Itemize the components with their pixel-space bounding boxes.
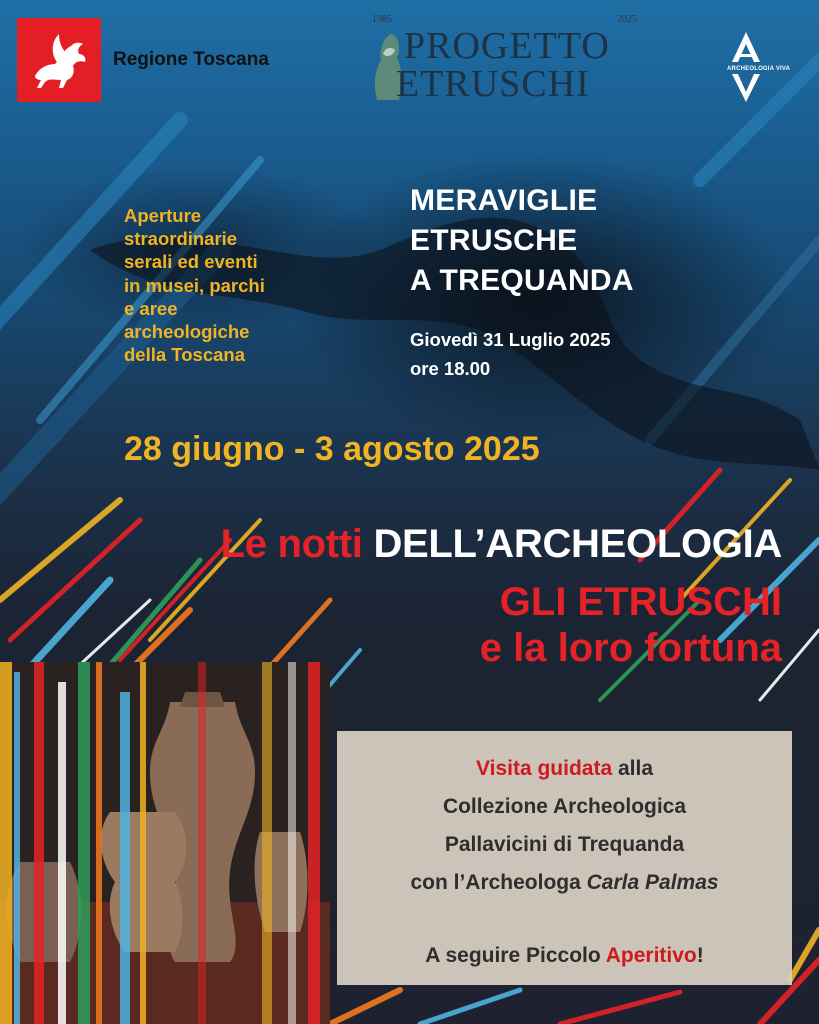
intro-line: Aperture	[124, 205, 202, 226]
event-datetime	[410, 325, 610, 383]
intro-line: e aree	[124, 297, 178, 319]
info-line-2: Collezione Archeologica	[442, 795, 687, 818]
festival-title	[221, 522, 782, 567]
progetto-etruschi-title-line1: PROGETTO	[404, 25, 610, 67]
visit-rest: alla	[612, 757, 654, 780]
event-title	[410, 181, 634, 301]
info-line-5	[337, 944, 792, 968]
regione-toscana-label: Regione Toscana	[113, 49, 269, 70]
festival-subtitle-2: e la loro fortuna	[479, 626, 782, 670]
pegasus-icon	[17, 18, 101, 102]
regione-toscana-logo	[17, 18, 101, 102]
guide-name: Carla Palmas	[586, 871, 719, 894]
visit-highlight: Visita guidata	[475, 757, 613, 780]
intro-line: straordinarie	[124, 228, 238, 250]
guide-prefix: con l’Archeologa	[410, 871, 587, 894]
progetto-etruschi-title-line2: ETRUSCHI	[396, 63, 590, 105]
guided-visit-info-box	[337, 731, 792, 985]
festival-title-white: DELL’ARCHEOLOGIA	[373, 522, 782, 566]
event-title-line: ETRUSCHE	[410, 224, 578, 257]
event-time: ore 18.00	[410, 358, 491, 379]
aperitivo-suffix: !	[696, 944, 704, 967]
archeologia-viva-label: ARCHEOLOGIA VIVA	[727, 66, 791, 72]
intro-line: in musei, parchi	[124, 274, 265, 296]
festival-subtitle-1: GLI ETRUSCHI	[499, 580, 782, 624]
intro-line: della Toscana	[124, 344, 245, 366]
info-line-3: Pallavicini di Trequanda	[444, 833, 685, 856]
progetto-year-start: 1985	[372, 14, 392, 25]
intro-line: archeologiche	[124, 321, 250, 343]
progetto-year-end: 2025	[617, 14, 637, 25]
aperitivo-highlight: Aperitivo	[605, 944, 697, 967]
festival-title-red: Le notti	[220, 522, 363, 566]
event-title-line: A TREQUANDA	[410, 264, 634, 297]
intro-description	[124, 204, 324, 366]
festival-dates: 28 giugno - 3 agosto 2025	[124, 430, 540, 468]
event-title-line: MERAVIGLIE	[410, 184, 598, 217]
intro-line: serali ed eventi	[124, 251, 258, 273]
etruscan-vases-image	[0, 662, 330, 1024]
info-line-1	[337, 757, 792, 781]
info-line-4	[337, 871, 792, 895]
event-date: Giovedì 31 Luglio 2025	[410, 329, 611, 350]
aperitivo-prefix: A seguire Piccolo	[425, 944, 606, 967]
